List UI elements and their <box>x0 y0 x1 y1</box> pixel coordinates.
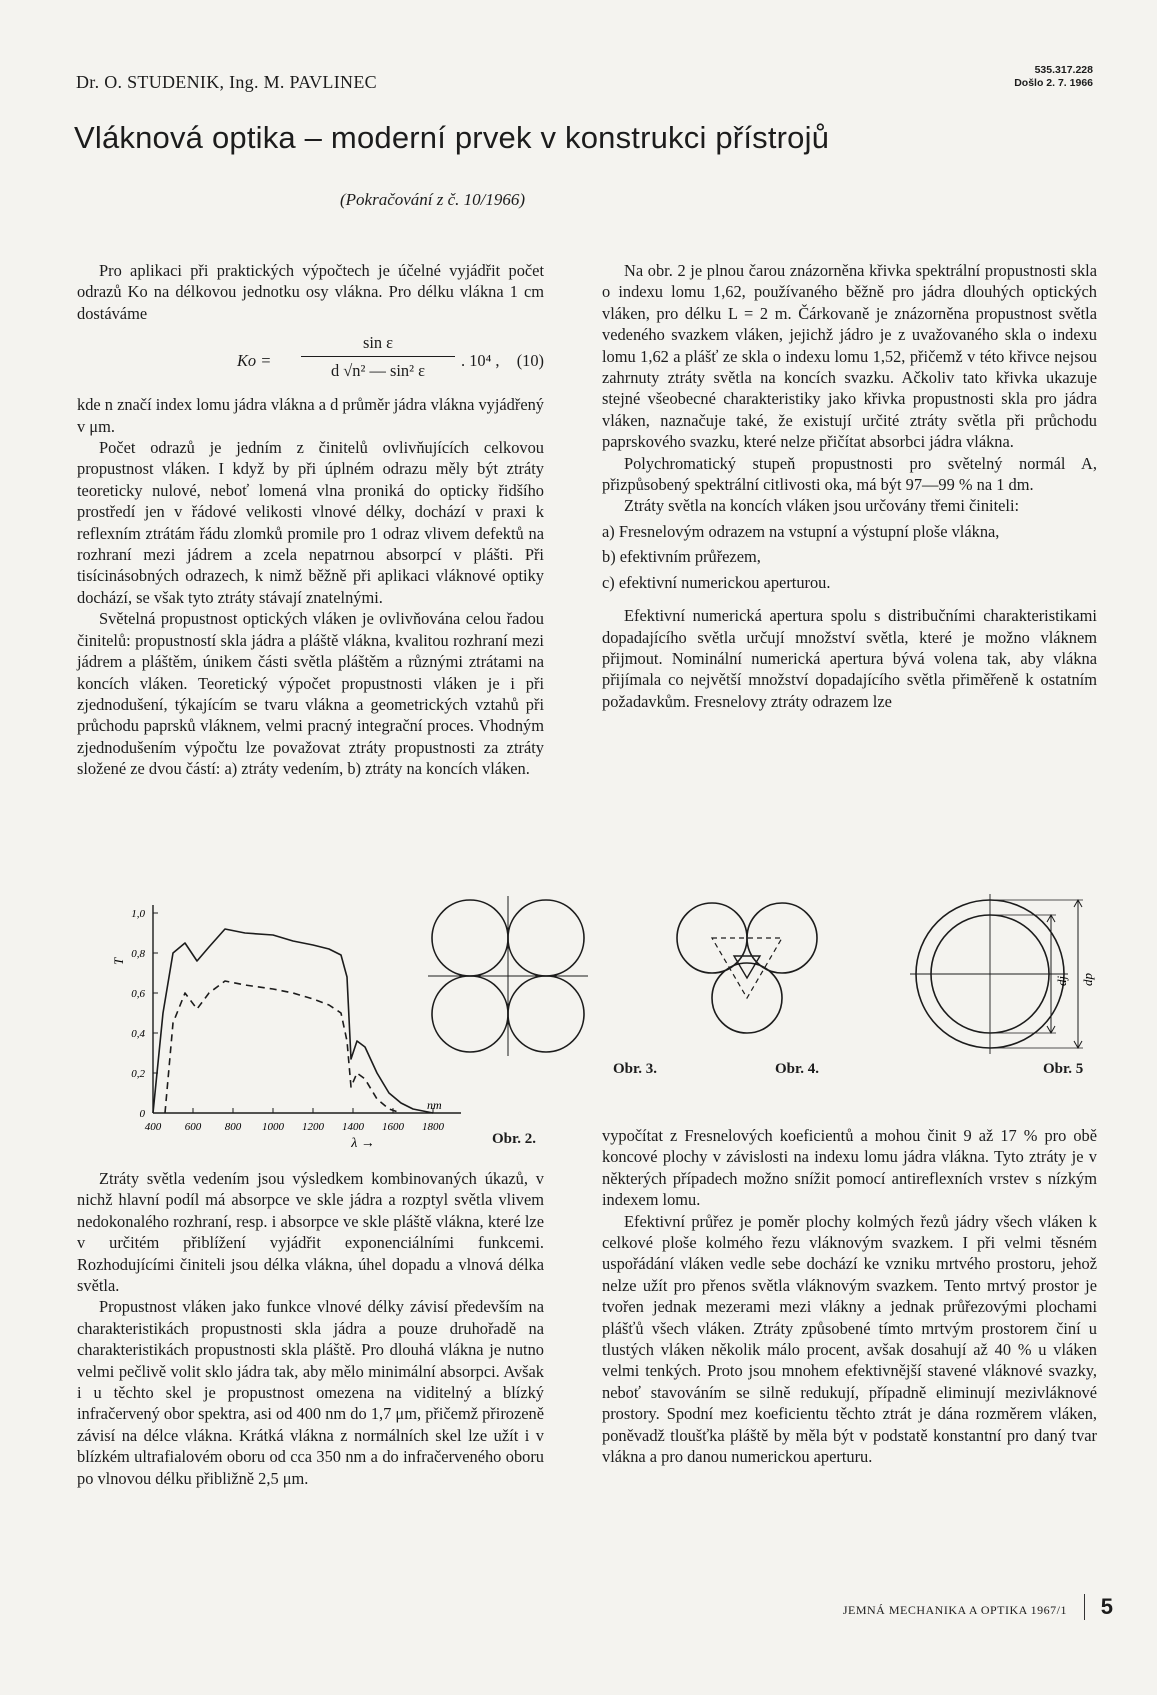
y-tick-label: 0,8 <box>131 948 145 960</box>
figure-3-square-packing <box>428 896 588 1064</box>
paragraph: Světelná propustnost optických vláken je ovlivňována celou řadou činitelů: propustností skla jádra a pláště vlákna, kvalitou rozhraní mezi jádrem a pláštěm, únikem části světla pláštěm a různými ztrátami na koncích vláken. Teoretický výpočet propustnosti vláken je i při zjednodušení, týkajícím se tvaru vlákna a geometrických vztahů při průchodu paprsků vláknem, velmi pracný integrační proces. Vhodným zjednodušením výpočtu lze považovat ztráty propustnosti za ztráty složené ze dvou částí: a) ztráty vedením, b) ztráty na koncích vláken. <box>77 609 544 779</box>
journal-footer: JEMNÁ MECHANIKA A OPTIKA 1967/1 <box>842 1603 1067 1617</box>
label-core-diameter: dj <box>1054 975 1069 986</box>
x-tick-label: 600 <box>184 1121 202 1133</box>
x-axis-label: λ → <box>351 1136 375 1151</box>
series-line-solid <box>153 929 433 1113</box>
figure-2-caption: Obr. 2. <box>492 1131 537 1147</box>
left-column-lower <box>77 1168 544 1489</box>
footer-separator <box>1084 1594 1085 1620</box>
x-axis-unit: nm <box>427 1098 442 1112</box>
paragraph: Pro aplikaci při praktických výpočtech je účelné vyjádřit počet odrazů Ko na délkovou jednotku osy vlákna. Pro délku vlákna 1 cm dostáváme <box>77 261 544 323</box>
label-cladding-diameter: dp <box>1080 973 1095 986</box>
x-tick-label: 1200 <box>302 1121 324 1133</box>
equation-number: (10) <box>516 351 544 371</box>
x-tick-label: 1400 <box>342 1121 364 1133</box>
authors: Dr. O. STUDENIK, Ing. M. PAVLINEC <box>76 72 377 92</box>
paragraph: Ztráty světla vedením jsou výsledkem kombinovaných úkazů, v nichž hlavní podíl má absorpce ve skle jádra a rozptyl světla vlivem nedokonalého rozhraní, resp. i absorpce ve skle pláště vlákna, které lze v určitém přiblížení vyjádřit exponenciálními funkcemi. Rozhodujícími činiteli jsou délka vlákna, úhel dopadu a vlnová délka světla. <box>77 1169 544 1296</box>
y-tick-label: 0,4 <box>131 1028 145 1040</box>
figure-4-caption: Obr. 4. <box>775 1061 820 1077</box>
udc-code: 535.317.228 <box>1034 64 1093 76</box>
fiber-circle <box>508 976 584 1052</box>
paragraph: Ztráty světla na koncích vláken jsou určovány třemi činiteli: <box>624 496 1020 516</box>
right-column-lower <box>602 1125 1097 1468</box>
continuation-note: (Pokračování z č. 10/1966) <box>340 190 526 209</box>
received-date: Došlo 2. 7. 1966 <box>1014 77 1093 89</box>
equation-fraction <box>301 332 455 381</box>
equation-denominator: d √n² — sin² ε <box>330 361 425 381</box>
list-item: c) efektivní numerickou aperturou. <box>602 572 831 592</box>
equation-lhs: Ko = <box>237 351 272 371</box>
x-tick-label: 1000 <box>262 1121 284 1133</box>
paragraph: Na obr. 2 je plnou čarou znázorněna křivka spektrální propustnosti skla o indexu lomu 1,62, používaného běžně pro jádra dlouhých optických vláken, pro délku L = 2 m. Čárkovaně je znázorněna propustnost světla vedeného svazkem vláken, jejichž jádro je z uvažovaného skla o indexu lomu 1,62 a plášť ze skla o indexu lomu 1,52, přičemž v této křivce nejsou zahrnuty ztráty světla na koncích svazku. Ačkoliv tato křivka ukazuje stejné všeobecné charakteristiky jako křivka propustnosti skla pro jádra vláken, naznačuje také, že existují určité ztráty světla při průchodu paprskového svazku, které nelze přičítat absorbci jádra vlákna. <box>602 261 1097 452</box>
dead-space-triangle <box>734 956 760 978</box>
packing-triangle <box>712 938 782 998</box>
fiber-circle <box>508 900 584 976</box>
y-tick-label: 0,2 <box>131 1068 145 1080</box>
figure-5-fiber-cross-section <box>910 894 1095 1054</box>
fiber-circle <box>432 976 508 1052</box>
x-tick-label: 1800 <box>422 1121 444 1133</box>
figure-4-hexagonal-packing <box>674 898 824 1038</box>
y-tick-label: 0,6 <box>131 988 145 1000</box>
loss-factors-list <box>602 521 1097 593</box>
x-tick-label: 800 <box>224 1121 242 1133</box>
page-number: 5 <box>1100 1594 1113 1619</box>
equation-rest: . 10⁴ , <box>461 351 500 371</box>
y-axis-label: T <box>111 957 126 965</box>
paragraph: vypočítat z Fresnelových koeficientů a mohou činit 9 až 17 % pro obě koncové plochy v závislosti na indexu lomu jádra vlákna. Tyto ztráty je v některých případech možno snížit pomocí antireflexních vrstev s nízkým indexem lomu. <box>602 1126 1097 1210</box>
list-item: b) efektivním průřezem, <box>602 547 761 567</box>
y-tick-label: 0 <box>139 1108 145 1120</box>
x-tick-label: 400 <box>144 1121 162 1133</box>
y-tick-label: 1,0 <box>131 908 145 920</box>
paragraph: Počet odrazů je jedním z činitelů ovlivňujících celkovou propustnost vláken. I když by při úplném odrazu měly být ztráty teoreticky nulové, neboť lomená vlna proniká do opticky řidšího prostředí jen v řádové velikosti vlnové délky, dochází v praxi k reflexním ztrátám řádu zlomků promile pro 1 odraz vlivem defektů na rozhraní mezi jádrem a zcela nepatrnou absorpcí v plášti. Při tisícinásobných odrazech, k nimž běžně při aplikaci vláknové optiky dochází, se však tyto ztráty stávají znatelnými. <box>77 438 544 607</box>
paragraph: Propustnost vláken jako funkce vlnové délky závisí především na charakteristikách propustnosti skla jádra a pouze druhořadě na charakteristikách propustnosti skla pláště. Pro dlouhá vlákna je nutno velmi pečlivě volit sklo jádra tak, aby mělo minimální absorpci. Avšak i u těchto skel je propustnost omezena na viditelný a blízký infračervený obor spektra, asi od 400 nm do 1,7 μm, přičemž přirozeně závisí na délce vlákna. Krátká vlákna z normálních skel lze užít i v blízkém ultrafialovém oboru od cca 350 nm a do infračerveného oboru po vlnovou délku přibližně 2,5 μm. <box>77 1297 544 1488</box>
paragraph: kde n značí index lomu jádra vlákna a d průměr jádra vlákna vyjádřený v μm. <box>77 395 544 436</box>
fraction-bar <box>301 356 455 357</box>
paragraph: Efektivní průřez je poměr plochy kolmých řezů jádry všech vláken k celkové ploše kolmého řezu vláknovým svazkem. I při velmi těsném uspořádání vláken vedle sebe dochází ke vzniku mrtvého prostoru, jehož nelze užít pro přenos světla vláknovým svazkem. Tento mrtvý prostor je tvořen jednak mezerami mezi vlákny a jednak průřezovými plochami plášťů všech vláken. Ztráty způsobené tímto mrtvým prostorem činí u tlustých vláken několik málo procent, avšak dosahují až 40 % u vláken velmi tenkých. Proto jsou mnohem efektivnější stavené vláknové svazky, neboť stavováním se silně redukují, případně eliminují mezivláknové prostory. Spodní mez koeficientu těchto ztrát je dána rozměrem vláken, poněvadž tloušťka pláště by měla být v podstatě konstantní pro daný tvar vlákna a pro danou numerickou aperturu. <box>602 1211 1097 1467</box>
fiber-circle <box>432 900 508 976</box>
equation-10 <box>77 332 544 388</box>
equation-numerator: sin ε <box>362 333 394 353</box>
paragraph: Polychromatický stupeň propustnosti pro světelný normál A, přizpůsobený spektrální citlivosti oka, má být 97—99 % na 1 dm. <box>602 453 1097 495</box>
paragraph: Efektivní numerická apertura spolu s distribučními charakteristikami dopadajícího světla určují množství světla, které je možno vláknem přijmout. Nominální numerická apertura bývá volena tak, aby vlákna přijímala co největší množství dopadajícího světla přiměřeně k ostatním požadavkům. Fresnelovy ztráty odrazem lze <box>602 606 1097 711</box>
figure-3-caption: Obr. 3. <box>613 1061 658 1077</box>
article-title: Vláknová optika – moderní prvek v konstrukci přístrojů <box>74 120 830 155</box>
list-item: a) Fresnelovým odrazem na vstupní a výstupní ploše vlákna, <box>602 521 1000 541</box>
right-column-upper <box>602 260 1097 712</box>
udc-block <box>1014 64 1093 90</box>
figure-5-caption: Obr. 5 <box>1043 1061 1084 1077</box>
left-column-upper <box>77 260 544 780</box>
x-tick-label: 1600 <box>382 1121 404 1133</box>
